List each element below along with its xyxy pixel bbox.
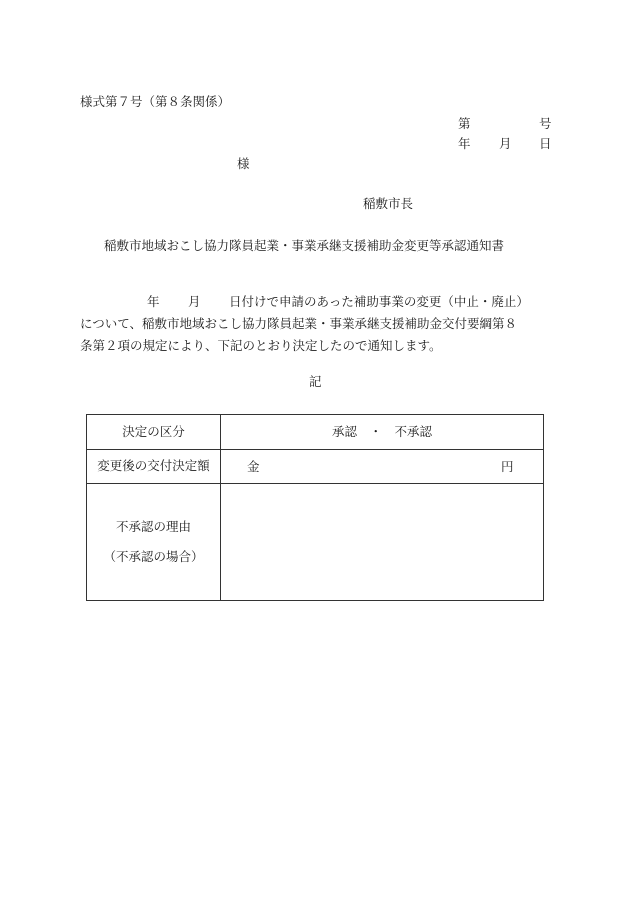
body-line-2: について、稲敷市地域おこし協力隊員起業・事業承継支援補助金交付要綱第８ bbox=[80, 316, 518, 331]
recipient-suffix: 様 bbox=[237, 156, 250, 171]
form-number-label: 様式第７号（第８条関係） bbox=[80, 94, 231, 109]
date-month: 月 bbox=[499, 136, 512, 151]
body-year: 年 bbox=[147, 294, 160, 309]
amount-suffix: 円 bbox=[501, 459, 514, 474]
table-row bbox=[87, 450, 544, 484]
rejection-reason-label bbox=[87, 484, 221, 601]
amount-prefix: 金 bbox=[247, 459, 260, 474]
changed-grant-amount-value bbox=[221, 450, 544, 484]
number-dai: 第 bbox=[458, 116, 471, 131]
sender-name: 稲敷市長 bbox=[363, 196, 414, 211]
rejection-reason-label-line2: （不承認の場合） bbox=[103, 549, 204, 564]
decision-category-value: 承認 ・ 不承認 bbox=[221, 415, 544, 450]
body-month: 月 bbox=[188, 294, 201, 309]
table-row bbox=[87, 484, 544, 601]
date-day: 日 bbox=[539, 136, 552, 151]
date-year: 年 bbox=[458, 136, 471, 151]
number-go: 号 bbox=[539, 116, 552, 131]
rejection-reason-label-line1: 不承認の理由 bbox=[115, 518, 191, 534]
changed-grant-amount-label: 変更後の交付決定額 bbox=[87, 450, 221, 484]
decision-table bbox=[86, 414, 544, 601]
ki-heading: 記 bbox=[309, 374, 322, 389]
decision-category-label: 決定の区分 bbox=[87, 415, 221, 450]
rejection-reason-value bbox=[221, 484, 544, 601]
body-line-3: 条第２項の規定により、下記のとおり決定したので通知します。 bbox=[80, 338, 442, 353]
document-title: 稲敷市地域おこし協力隊員起業・事業承継支援補助金変更等承認通知書 bbox=[104, 238, 505, 253]
body-line-1-text: 日付けで申請のあった補助事業の変更（中止・廃止） bbox=[229, 294, 529, 309]
table-row bbox=[87, 415, 544, 450]
